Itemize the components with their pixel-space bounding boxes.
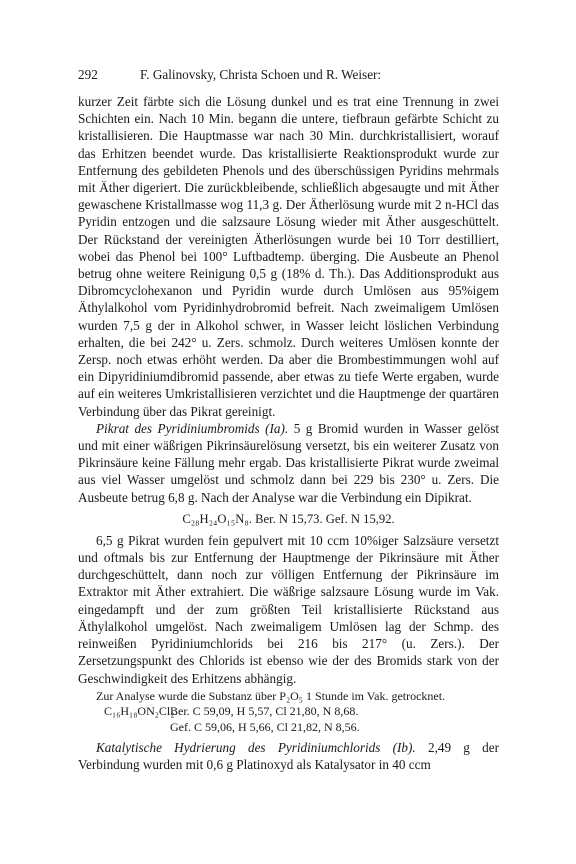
- page-header: [78, 67, 498, 85]
- section-title-pikrat: Pikrat des Pyridiniumbromids (Ia).: [96, 420, 289, 436]
- analysis-molecular-formula: C₁₆H₁₈ON₂Cl₂.: [104, 704, 178, 719]
- analysis-calculated: Ber. C 59,09, H 5,57, Cl 21,80, N 8,68.: [170, 704, 359, 719]
- section-title-hydrierung: Katalytische Hydrierung des Pyridiniumchlorids (Ib).: [96, 740, 416, 756]
- analysis-note: Zur Analyse wurde die Substanz über P₂O₅ 1 Stunde im Vak. getrocknet.: [96, 688, 446, 703]
- running-title: F. Galinovsky, Christa Schoen und R. Weiser:: [140, 67, 382, 82]
- paragraph-hydrierung: [78, 739, 499, 773]
- paragraph-hydrierung-text: 2,49 g der Verbindung wurden mit 0,6 g Platinoxyd als Katalysator in 40 ccm: [78, 740, 499, 773]
- analysis-found: Gef. C 59,06, H 5,66, Cl 21,82, N 8,56.: [170, 719, 360, 734]
- paragraph-chloride: 6,5 g Pikrat wurden fein gepulvert mit 10 ccm 10%iger Salzsäure versetzt und oftmals bis zur Entfernung der Hauptmenge der Pikrinsäure mit Äther durchgeschüttelt, dann noch zur völligen Entfernung der Pikrinsäure im Extraktor mit Äther extrahiert. Die wäßrige salzsaure Lösung wurde im Vak. eingedampft und der zum größten Teil kristallisierte Rückstand aus Äthylalkohol umgelöst. Nach zweimaligem Umlösen lag der Schmp. des reinweißen Pyridiniumchlorids bei 216 bis 217° (u. Zers.). Der Zersetzungspunkt des Chlorids ist ebenso wie der des Bromids stark von der Geschwindigkeit des Erhitzens abhängig.: [78, 532, 499, 686]
- paragraph-pikrat-text: 5 g Bromid wurden in Wasser gelöst und mit einer wäßrigen Pikrinsäurelösung versetzt, bis ein weiterer Zusatz von Pikrinsäure keine Fällung mehr ergab. Das kristallisierte Pikrat wurde zweimal aus viel Wasser umgelöst und schmolz dann bei 229 bis 230° u. Zers. Die Ausbeute betrug 6,8 g. Nach der Analyse war die Verbindung ein Dipikrat.: [78, 420, 499, 505]
- body-text: [78, 93, 499, 774]
- paragraph-pikrat: [78, 420, 499, 506]
- analysis-block: [104, 704, 499, 735]
- analysis-formula-pikrat: C₂₈H₂₄O₁₅N₈. Ber. N 15,73. Gef. N 15,92.: [182, 511, 395, 526]
- paragraph-continuation: kurzer Zeit färbte sich die Lösung dunkel und es trat eine Trennung in zwei Schichten ein. Nach 10 Min. begann die untere, tiefbraun gefärbte Schicht zu kristallisieren. Die Hauptmasse war nach 30 Min. durchkristallisiert, worauf das Erhitzen beendet wurde. Das kristallisierte Reaktionsprodukt wurde zur Entfernung des gebildeten Phenols und des überschüssigen Pyridins mehrmals mit Äther digeriert. Die zurückbleibende, schließlich abgesaugte und mit Äther gewaschene Kristallmasse wog 11,3 g. Der Ätherlösung wurde mit 2 n-HCl das Pyridin entzogen und die salzsaure Lösung wieder mit Äther ausgeschüttelt. Der Rückstand der vereinigten Ätherlösungen wurde bei 10 Torr destilliert, wobei das Phenol bei 100° Luftbadtemp. überging. Die Ausbeute an Phenol betrug ohne weitere Reinigung 0,5 g (18% d. Th.). Das Additionsprodukt aus Dibromcyclohexanon und Pyridin wurde durch Umlösen aus 95%igem Äthylalkohol vom Pyridinhydrobromid befreit. Nach zweimaligem Umlösen wurden 7,5 g der in Alkohol schwer, in Wasser leicht löslichen Verbindung erhalten, die bei 242° u. Zers. schmolz. Durch weiteres Umlösen konnte der Zersp. noch etwas erhöht werden. Da aber die Brombestimmungen wohl auf ein Dipyridiniumdibromid passende, aber etwas zu tiefe Werte ergaben, wurde auf ein weiteres Umkristallisieren verzichtet und die Hauptmenge der quartären Verbindung über das Pikrat gereinigt.: [78, 94, 499, 419]
- page-number: 292: [78, 67, 98, 82]
